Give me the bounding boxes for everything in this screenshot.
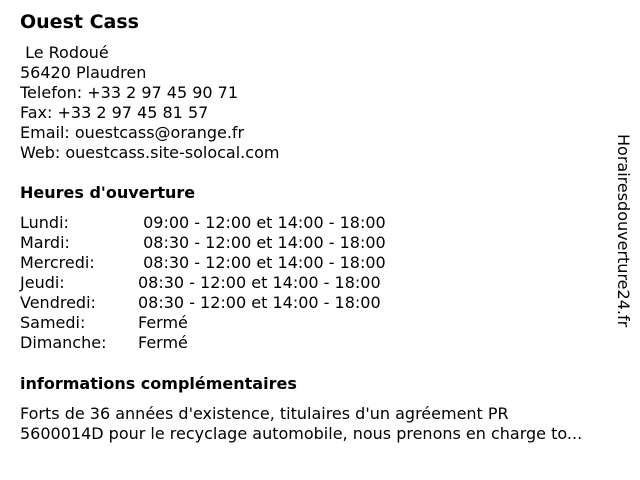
day-label: Jeudi: [20, 273, 65, 292]
day-hours: 08:30 - 12:00 et 14:00 - 18:00 [138, 253, 386, 272]
day-label: Dimanche: [20, 333, 107, 352]
day-hours: Fermé [138, 333, 188, 352]
info-line-2: 5600014D pour le recyclage automobile, nous prenons en charge to... [20, 424, 583, 443]
website: Web: ouestcass.site-solocal.com [20, 143, 280, 162]
day-label: Samedi: [20, 313, 86, 332]
day-label: Vendredi: [20, 293, 96, 312]
brand-text: Horairesdouverture24.fr [614, 134, 633, 328]
email-address: Email: ouestcass@orange.fr [20, 123, 245, 142]
day-hours: Fermé [138, 313, 188, 332]
business-name: Ouest Cass [20, 11, 139, 33]
day-label: Mardi: [20, 233, 70, 252]
fax-number: Fax: +33 2 97 45 81 57 [20, 103, 209, 122]
day-hours: 08:30 - 12:00 et 14:00 - 18:00 [138, 273, 381, 292]
day-label: Lundi: [20, 213, 69, 232]
contact-block [20, 43, 279, 163]
phone-number: Telefon: +33 2 97 45 90 71 [20, 83, 239, 102]
address-city: 56420 Plaudren [20, 63, 147, 82]
additional-info-heading: informations complémentaires [20, 374, 297, 393]
day-label: Mercredi: [20, 253, 95, 272]
day-hours: 09:00 - 12:00 et 14:00 - 18:00 [138, 213, 386, 232]
day-hours: 08:30 - 12:00 et 14:00 - 18:00 [138, 293, 381, 312]
day-hours: 08:30 - 12:00 et 14:00 - 18:00 [138, 233, 386, 252]
additional-info-text [20, 404, 635, 444]
info-line-1: Forts de 36 années d'existence, titulaires d'un agréement PR [20, 404, 509, 423]
vertical-brand-watermark [613, 134, 633, 344]
opening-hours-heading: Heures d'ouverture [20, 183, 196, 202]
address-street: Le Rodoué [20, 43, 109, 62]
